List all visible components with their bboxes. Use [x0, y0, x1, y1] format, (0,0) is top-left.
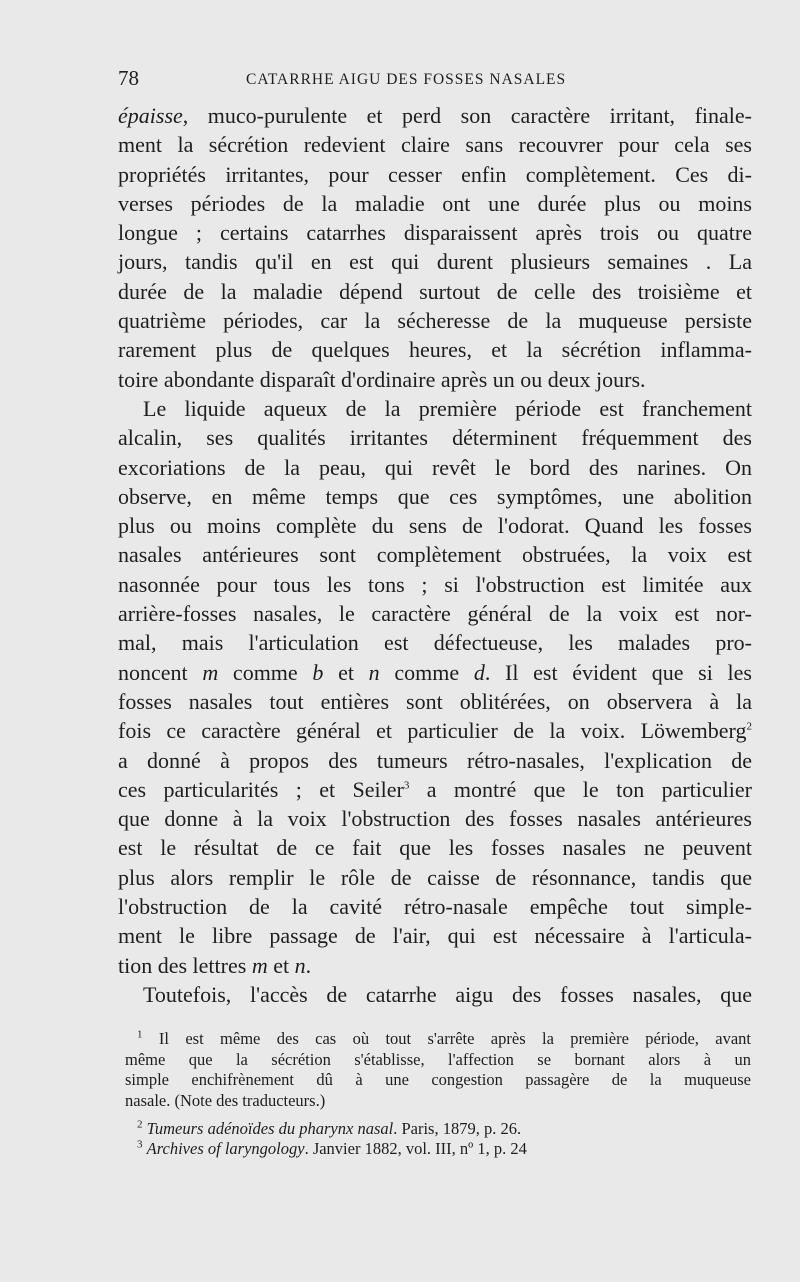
footnote-2 — [125, 1119, 751, 1140]
text-line: nasonnée pour tous les tons ; si l'obstruction est limitée aux — [118, 571, 752, 597]
italic-letter: b — [312, 659, 324, 685]
line-text: et — [323, 659, 369, 685]
text-line: plus ou moins complète du sens de l'odorat. Quand les fosses — [118, 513, 752, 539]
footnote-text: . Paris, 1879, p. 26. — [393, 1118, 522, 1138]
text-line — [118, 775, 752, 804]
line-text: tion des lettres — [118, 952, 252, 978]
text-line: nasales antérieures sont complètement obstruées, la voix est — [118, 542, 752, 568]
body-text — [118, 101, 752, 1009]
text-line — [118, 716, 752, 745]
footnote-1 — [125, 1029, 751, 1050]
line-text: ces particularités ; et Seiler — [118, 776, 404, 802]
text-line: quatrième périodes, car la sécheresse de la muqueuse persiste — [118, 308, 752, 334]
italic-letter: d — [473, 659, 485, 685]
line-text: . Il est évident que si les — [484, 659, 752, 685]
cited-title: Tumeurs adénoïdes du pharynx nasal — [146, 1118, 394, 1138]
italic-letter: m — [251, 952, 268, 978]
paragraph-start-line: Le liquide aqueux de la première période est franchement — [143, 395, 752, 421]
footnote-marker: 1 — [137, 1028, 143, 1041]
footnote-line: nasale. (Note des traducteurs.) — [125, 1091, 326, 1111]
text-line: plus alors remplir le rôle de caisse de résonnance, tandis que — [118, 864, 752, 890]
text-line: a donné à propos des tumeurs rétro-nasales, l'explication de — [118, 747, 752, 773]
text-line: longue ; certains catarrhes disparaissent après trois ou quatre — [118, 220, 752, 246]
text-line: verses périodes de la maladie ont une durée plus ou moins — [118, 190, 752, 216]
line-text: , muco-purulente et perd son caractère irritant, finale- — [182, 103, 752, 128]
text-line: jours, tandis qu'il en est qui durent plusieurs semaines . La — [118, 249, 752, 275]
text-line: excoriations de la peau, qui revêt le bord des narines. On — [118, 454, 752, 480]
text-line — [118, 101, 752, 130]
footnote-text: Il est même des cas où tout s'arrête après la première période, avant — [158, 1029, 752, 1048]
cited-title: Archives of laryngology — [146, 1139, 305, 1159]
page-number: 78 — [118, 66, 139, 90]
page-header — [118, 66, 750, 96]
text-line: est le résultat de ce fait que les fosses nasales ne peuvent — [118, 835, 752, 861]
paragraph-start-line: Toutefois, l'accès de catarrhe aigu des fosses nasales, que — [143, 981, 752, 1007]
text-line: que donne à la voix l'obstruction des fosses nasales antérieures — [118, 806, 752, 832]
footnote-line: même que la sécrétion s'établisse, l'affection se bornant alors à un — [125, 1049, 751, 1069]
text-line: durée de la maladie dépend surtout de celle des troisième et — [118, 278, 752, 304]
text-line: alcalin, ses qualités irritantes déterminent fréquemment des — [118, 425, 752, 451]
text-line: l'obstruction de la cavité rétro-nasale empêche tout simple- — [118, 894, 752, 920]
footnote-line: simple enchifrènement dû à une congestion passagère de la muqueuse — [125, 1070, 751, 1090]
footnote-marker: 3 — [137, 1138, 143, 1151]
text-line: rarement plus de quelques heures, et la sécrétion inflamma- — [118, 337, 752, 363]
text-line: ment le libre passage de l'air, qui est nécessaire à l'articula- — [118, 923, 752, 949]
footnotes — [125, 1029, 751, 1160]
text-line: toire abondante disparaît d'ordinaire après un ou deux jours. — [118, 366, 646, 392]
text-line: propriétés irritantes, pour cesser enfin complètement. Ces di- — [118, 161, 752, 187]
text-line: fosses nasales tout entières sont oblitérées, on observera à la — [118, 688, 752, 714]
italic-word: épaisse — [118, 103, 183, 128]
footnote-marker: 2 — [137, 1118, 143, 1131]
footnote-ref[interactable]: 2 — [746, 720, 752, 733]
line-text: . — [305, 952, 312, 978]
text-line — [118, 951, 752, 980]
italic-letter: m — [202, 659, 219, 685]
line-text: comme — [379, 659, 474, 685]
text-line: ment la sécrétion redevient claire sans recouvrer pour cela ses — [118, 132, 752, 158]
footnote-3 — [125, 1139, 751, 1160]
line-text: et — [267, 952, 295, 978]
text-line: observe, en même temps que ces symptômes, une abolition — [118, 483, 752, 509]
footnote-ref[interactable]: 3 — [403, 779, 410, 792]
line-text: noncent — [118, 659, 203, 685]
footnote-text: . Janvier 1882, vol. III, nº 1, p. 24 — [304, 1139, 527, 1159]
running-head: CATARRHE AIGU DES FOSSES NASALES — [246, 71, 567, 88]
text-line — [118, 658, 752, 687]
line-text: a montré que le ton particulier — [409, 776, 752, 802]
italic-letter: n — [294, 952, 306, 978]
line-text: comme — [218, 659, 313, 685]
text-line: arrière-fosses nasales, le caractère général de la voix est nor- — [118, 601, 752, 627]
line-text: fois ce caractère général et particulier de la voix. Löwemberg — [118, 718, 747, 744]
italic-letter: n — [368, 659, 380, 685]
text-line: mal, mais l'articulation est défectueuse, les malades pro- — [118, 630, 752, 656]
